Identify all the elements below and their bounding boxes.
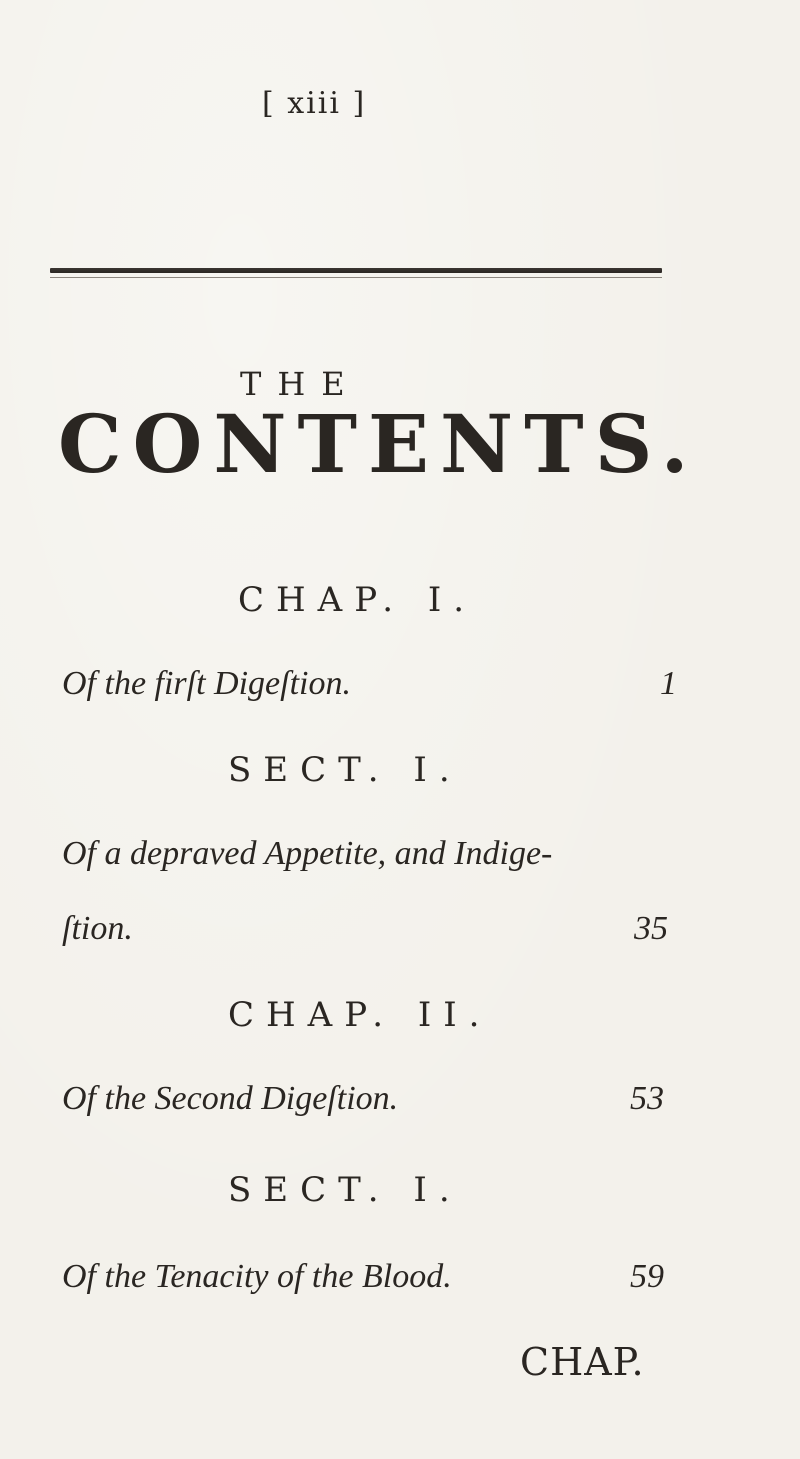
toc-page-number: 53 xyxy=(630,1080,664,1117)
toc-entry: Of a depraved Appetite, and Indige- xyxy=(62,835,553,872)
header-rule-thin xyxy=(50,277,662,278)
toc-page-number: 59 xyxy=(630,1258,664,1295)
toc-entry-continuation: ſtion. xyxy=(62,910,133,947)
toc-entry: Of the Tenacity of the Blood. xyxy=(62,1258,452,1295)
header-rule xyxy=(50,268,662,273)
section-heading: SECT. I. xyxy=(228,1170,462,1210)
chapter-heading: CHAP. II. xyxy=(228,995,492,1035)
chapter-heading: CHAP. I. xyxy=(238,580,477,620)
toc-page-number: 35 xyxy=(634,910,668,947)
toc-page-number: 1 xyxy=(660,665,677,702)
title-contents: CONTENTS. xyxy=(58,397,700,491)
page-folio: [ xiii ] xyxy=(262,86,367,121)
toc-entry: Of the Second Digeſtion. xyxy=(62,1080,399,1117)
catchword: CHAP. xyxy=(520,1340,645,1384)
title-the: THE xyxy=(240,365,361,403)
toc-entry: Of the firſt Digeſtion. xyxy=(62,665,351,702)
section-heading: SECT. I. xyxy=(228,750,462,790)
